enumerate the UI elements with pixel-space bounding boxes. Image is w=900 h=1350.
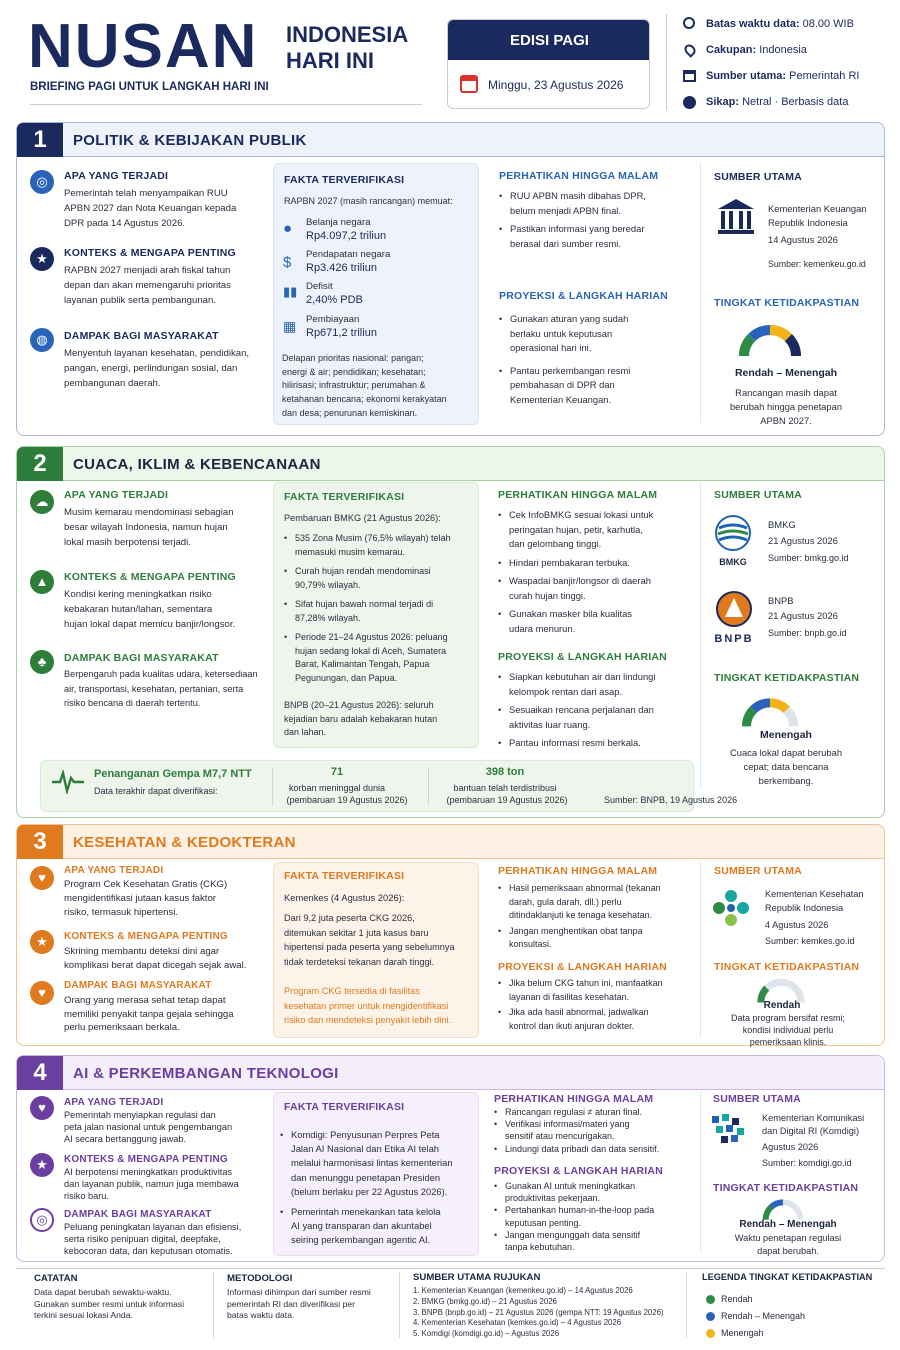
source-name: Kementerian Kesehatan Republik Indonesia — [765, 889, 864, 913]
facts-heading: FAKTA TERVERIFIKASI — [284, 1101, 405, 1113]
list-item: • RUU APBN masih dibahas DPR, belum menjadi APBN final. — [499, 189, 646, 218]
bank-icon: ▦ — [283, 318, 297, 334]
what-heading: APA YANG TERJADI — [64, 865, 164, 876]
refs-list — [413, 1286, 664, 1340]
list-item: 1. Kementerian Keuangan (kemenkeu.go.id) – 14 Agustus 2026 — [413, 1286, 633, 1295]
section-title: KESEHATAN & KEDOKTERAN — [73, 834, 296, 851]
context-text: RAPBN 2027 menjadi arah fiskal tahun depan dan akan memengaruhi prioritas layanan publik serta pembangunan. — [64, 265, 231, 306]
list-item: • Hasil pemeriksaan abnormal (tekanan darah, gula darah, dll.) perlu ditindaklanjuti ke tenaga kesehatan. — [498, 882, 661, 923]
list-item: • Rancangan regulasi ≠ aturan final. — [494, 1106, 659, 1118]
legend-dot-lowmid — [706, 1312, 715, 1321]
list-item: • Pantau informasi resmi berkala. — [498, 736, 655, 751]
impact-heading: DAMPAK BAGI MASYARAKAT — [64, 330, 219, 342]
what-text: Pemerintah telah menyampaikan RUU APBN 2027 dan Nota Keuangan kepada DPR pada 14 Agustus 2026. — [64, 188, 237, 229]
quake-aid-value: 398 ton — [485, 766, 525, 778]
footer-divider — [213, 1272, 214, 1338]
facts-note: Program CKG tersedia di fasilitas kesehatan primer untuk mengidentifikasi risiko dan mendeteksi penyakit lebih dini. — [284, 986, 451, 1025]
legend-title: LEGENDA TINGKAT KETIDAKPASTIAN — [702, 1272, 873, 1282]
section-title: CUACA, IKLIM & KEBENCANAAN — [73, 456, 321, 473]
watch-heading: PERHATIKAN HINGGA MALAM — [499, 170, 659, 182]
uncertainty-note: Cuaca lokal dapat berubah cepat; data bencana berkembang. — [729, 747, 843, 786]
watch-heading: PERHATIKAN HINGGA MALAM — [498, 865, 658, 877]
brand-logo: NUSAN — [28, 12, 259, 81]
steps-heading: PROYEKSI & LANGKAH HARIAN — [498, 961, 667, 973]
star-icon: ★ — [30, 1153, 54, 1177]
meta-main-source: Sumber utama: Pemerintah RI — [706, 70, 860, 82]
brain-heart-icon: ♥ — [30, 1096, 54, 1120]
quake-source: Sumber: BNPB, 19 Agustus 2026 — [604, 795, 738, 805]
uncertainty-level: Rendah — [763, 1000, 801, 1011]
star-icon: ★ — [30, 247, 54, 271]
target-icon — [683, 96, 696, 109]
facts-note: BNPB (20–21 Agustus 2026): seluruh kejadian baru adalah kebakaran hutan dan lahan. — [284, 700, 438, 737]
source-name: BMKG — [768, 519, 796, 530]
facts-heading: FAKTA TERVERIFIKASI — [284, 491, 405, 503]
context-text: Skrining membantu deteksi dini agar komplikasi berat dapat dicegah sejak awal. — [64, 946, 247, 971]
steps-heading: PROYEKSI & LANGKAH HARIAN — [499, 290, 668, 302]
tagline: BRIEFING PAGI UNTUK LANGKAH HARI INI — [30, 81, 269, 93]
facts-heading: FAKTA TERVERIFIKASI — [284, 174, 405, 186]
list-item: • Jangan mengunggah data sensitif tanpa kebutuhan. — [494, 1229, 654, 1253]
meta-data-cutoff: Batas waktu data: 08.00 WIB — [706, 18, 854, 30]
list-item: • Gunakan aturan yang sudah berlaku untuk keputusan operasional hari ini. — [499, 312, 630, 356]
edition-card — [447, 19, 650, 109]
bar-chart-icon: ▮▮ — [283, 284, 298, 299]
fact-label: Pembiayaan — [306, 314, 360, 325]
what-text: Program Cek Kesehatan Gratis (CKG) mengidentifikasi jutaan kasus faktor risiko, termasuk hipertensi. — [64, 879, 228, 918]
context-heading: KONTEKS & MENGAPA PENTING — [64, 247, 236, 259]
footer-divider — [399, 1272, 400, 1338]
context-text: AI berpotensi meningkatkan produktivitas dan layanan publik, namun juga membawa risiko baru. — [64, 1167, 239, 1201]
quake-divider — [428, 768, 429, 806]
list-item: • Sesuaikan rencana perjalanan dan aktivitas luar ruang. — [498, 703, 655, 732]
list-item: • Waspadai banjir/longsor di daerah curah hujan tinggi. — [498, 574, 653, 603]
list-item: • Jangan menghentikan obat tanpa konsultasi. — [498, 925, 661, 952]
source-date: 21 Agustus 2026 — [768, 610, 838, 621]
quake-deaths-label: korban meninggal dunia — [288, 783, 386, 793]
what-heading: APA YANG TERJADI — [64, 1097, 164, 1108]
what-heading: APA YANG TERJADI — [64, 489, 169, 501]
list-item: • Pantau perkembangan resmi pembahasan di DPR dan Kementerian Keuangan. — [499, 364, 630, 408]
source-vline — [700, 482, 701, 788]
uncertainty-note: Waktu penetapan regulasi dapat berubah. — [734, 1233, 842, 1256]
facts-heading: FAKTA TERVERIFIKASI — [284, 870, 405, 882]
what-text: Pemerintah menyiapkan regulasi dan peta jalan nasional untuk pengembangan AI secara bertanggung jawab. — [64, 1110, 233, 1144]
facts-note: Delapan prioritas nasional: pangan; energi & air; pendidikan; kesehatan; hilirisasi; infrastruktur; perumahan & ketahanan bencana; ekonomi kerakyatan dan desa; penurunan kemiskinan. — [282, 353, 447, 418]
source-site: Sumber: komdigi.go.id — [762, 1158, 852, 1168]
edition-label: EDISI PAGI — [510, 32, 589, 49]
watch-list — [499, 189, 646, 251]
refs-title: SUMBER UTAMA RUJUKAN — [413, 1272, 541, 1283]
list-item: 3. BNPB (bnpb.go.id) – 21 Agustus 2026 (gempa NTT: 19 Agustus 2026) — [413, 1307, 664, 1317]
what-text: Musim kemarau mendominasi sebagian besar wilayah Indonesia, namun hujan lokal masih berpotensi terjadi. — [64, 507, 234, 548]
context-heading: KONTEKS & MENGAPA PENTING — [64, 1154, 228, 1165]
watch-list — [494, 1106, 659, 1155]
uncertainty-level: Rendah – Menengah — [739, 1219, 837, 1230]
source-heading: SUMBER UTAMA — [714, 489, 802, 501]
uncertainty-heading: TINGKAT KETIDAKPASTIAN — [714, 672, 860, 684]
uncertainty-note: Rancangan masih dapat berubah hingga penetapan APBN 2027. — [729, 387, 843, 426]
fact-value: Rp3.426 triliun — [306, 262, 377, 274]
watch-heading: PERHATIKAN HINGGA MALAM — [494, 1093, 654, 1105]
fact-label: Defisit — [306, 281, 333, 292]
footer-divider — [686, 1272, 687, 1338]
list-item: • Pastikan informasi yang beredar berasal dari sumber resmi. — [499, 222, 646, 251]
list-item: • Jika belum CKG tahun ini, manfaatkan layanan di fasilitas kesehatan. — [498, 977, 663, 1004]
method-title: METODOLOGI — [227, 1273, 293, 1284]
source-name: Kementerian Komunikasi dan Digital RI (Komdigi) — [762, 1113, 865, 1136]
komdigi-logo — [710, 1112, 748, 1146]
source-heading: SUMBER UTAMA — [714, 171, 802, 183]
facts-intro: RAPBN 2027 (masih rancangan) memuat: — [284, 196, 453, 206]
context-heading: KONTEKS & MENGAPA PENTING — [64, 571, 236, 583]
uncertainty-heading: TINGKAT KETIDAKPASTIAN — [713, 1182, 859, 1194]
steps-list — [498, 670, 655, 751]
list-item: • Pemerintah menekankan tata kelola AI yang transparan dan akuntabel seiring perkembangan agentic AI. — [280, 1205, 453, 1248]
fact-value: 2,40% PDB — [306, 294, 363, 306]
bmkg-logo: BMKG — [713, 514, 753, 564]
legend-label: Rendah — [721, 1294, 753, 1304]
list-item: • Periode 21–24 Agustus 2026: peluang hujan sedang lokal di Aceh, Sumatera Barat, Kalimantan Tengah, Papua Pegunungan, dan Papua. — [284, 631, 451, 685]
source-date: 21 Agustus 2026 — [768, 535, 838, 546]
list-item: • Sifat hujan bawah normal terjadi di 87,28% wilayah. — [284, 598, 451, 625]
fact-value: Rp671,2 triliun — [306, 327, 377, 339]
list-item: • Pertahankan human-in-the-loop pada keputusan penting. — [494, 1204, 654, 1228]
source-date: Agustus 2026 — [762, 1142, 819, 1152]
location-pin-icon — [682, 42, 698, 58]
source-date: 14 Agustus 2026 — [768, 234, 838, 245]
quake-aid-label: bantuan telah terdistribusi — [453, 783, 557, 793]
source-heading: SUMBER UTAMA — [714, 865, 802, 877]
star-icon: ★ — [30, 930, 54, 954]
source-heading: SUMBER UTAMA — [713, 1093, 801, 1105]
section-title: AI & PERKEMBANGAN TEKNOLOGI — [73, 1065, 339, 1082]
uncertainty-gauge — [738, 318, 802, 360]
fact-value: Rp4.097,2 triliun — [306, 230, 387, 242]
context-heading: KONTEKS & MENGAPA PENTING — [64, 931, 228, 942]
source-date: 4 Agustus 2026 — [765, 920, 829, 930]
calendar-icon — [460, 75, 478, 93]
uncertainty-heading: TINGKAT KETIDAKPASTIAN — [714, 297, 860, 309]
source-site: Sumber: kemkes.go.id — [765, 936, 855, 946]
facts-text: Dari 9,2 juta peserta CKG 2026, ditemukan sekitar 1 juta kasus baru hipertensi pada peserta yang sebelumnya tidak terdeteksi tekanan darah tinggi. — [284, 913, 455, 967]
fact-label: Pendapatan negara — [306, 249, 391, 260]
list-item: • Cek InfoBMKG sesuai lokasi untuk peringatan hujan, petir, karhutla, dan gelombang tinggi. — [498, 508, 653, 552]
list-item: • Gunakan AI untuk meningkatkan produktivitas pekerjaan. — [494, 1180, 654, 1204]
watch-list — [498, 882, 661, 952]
globe-search-icon: ◎ — [30, 170, 54, 194]
section-number: 2 — [17, 447, 63, 481]
list-item: • Jika ada hasil abnormal, jadwalkan kontrol dan ikuti anjuran dokter. — [498, 1006, 663, 1033]
warning-icon: ▲ — [30, 570, 54, 594]
leaf-icon: ♣ — [30, 650, 54, 674]
list-item: 2. BMKG (bmkg.go.id) – 21 Agustus 2026 — [413, 1296, 557, 1306]
facts-intro: Pembaruan BMKG (21 Agustus 2026): — [284, 513, 441, 523]
heartbeat-icon — [52, 770, 84, 794]
watch-heading: PERHATIKAN HINGGA MALAM — [498, 489, 658, 501]
meta-coverage: Cakupan: Indonesia — [706, 44, 807, 56]
clock-icon — [683, 17, 695, 29]
impact-text: Menyentuh layanan kesehatan, pendidikan, pangan, energi, perlindungan sosial, dan pembangunan daerah. — [64, 348, 250, 389]
impact-heading: DAMPAK BAGI MASYARAKAT — [64, 980, 212, 991]
list-item: • Gunakan masker bila kualitas udara menurun. — [498, 607, 653, 636]
uncertainty-level: Menengah — [760, 729, 812, 741]
source-name: Kementerian Keuangan Republik Indonesia — [768, 203, 867, 228]
impact-heading: DAMPAK BAGI MASYARAKAT — [64, 652, 219, 664]
quake-aid-date: (pembaruan 19 Agustus 2026) — [446, 795, 568, 805]
heart-pulse-icon: ♥ — [30, 866, 54, 890]
legend-label: Menengah — [721, 1328, 764, 1338]
section-number: 3 — [17, 825, 63, 859]
coins-icon: ● — [283, 220, 293, 237]
header-divider — [30, 104, 422, 105]
fact-label: Belanja negara — [306, 217, 371, 228]
list-item: • 535 Zona Musim (76,5% wilayah) telah memasuki musim kemarau. — [284, 532, 451, 559]
source-name: BNPB — [768, 595, 794, 606]
uncertainty-heading: TINGKAT KETIDAKPASTIAN — [714, 961, 860, 973]
list-item: 5. Komdigi (komdigi.go.id) – Agustus 2026 — [413, 1329, 560, 1339]
legend-dot-low — [706, 1295, 715, 1304]
watch-list — [498, 508, 653, 636]
legend-label: Rendah – Menengah — [721, 1311, 806, 1321]
list-item: • Komdigi: Penyusunan Perpres Peta Jalan AI Nasional dan Etika AI telah melalui harmonisasi lintas kementerian dan menunggu penetapan Presiden (belum berlaku per 22 Agustus 2026). — [280, 1128, 453, 1199]
brand-line-1: INDONESIA — [286, 22, 409, 47]
uncertainty-level: Rendah – Menengah — [734, 367, 838, 379]
quake-sub: Data terakhir dapat diverifikasi: — [94, 786, 218, 796]
list-item: • Curah hujan rendah mendominasi 90,79% wilayah. — [284, 565, 451, 592]
list-item: 4. Kementerian Kesehatan (kemkes.go.id) – 4 Agustus 2026 — [413, 1318, 622, 1328]
header-vline — [666, 14, 667, 110]
source-site: Sumber: bnpb.go.id — [768, 628, 847, 638]
bnpb-logo: BNPB — [711, 590, 757, 642]
method-text: Informasi dihimpun dari sumber resmi pemerintah RI dan diverifikasi per batas waktu data. — [227, 1287, 371, 1320]
steps-list — [499, 312, 630, 407]
impact-text: Peluang peningkatan layanan dan efisiensi, serta risiko penipuan digital, deepfake, kebocoran data, dan keputusan otomatis. — [64, 1222, 242, 1256]
notes-text: Data dapat berubah sewaktu-waktu. Gunakan sumber resmi untuk informasi terkini sesuai lokasi Anda. — [34, 1287, 184, 1320]
uncertainty-gauge — [755, 1197, 811, 1221]
steps-heading: PROYEKSI & LANGKAH HARIAN — [494, 1165, 663, 1177]
building-icon — [683, 70, 696, 82]
source-site: Sumber: kemenkeu.go.id — [768, 259, 866, 269]
facts-list — [284, 532, 451, 685]
brand-line-2: HARI INI — [286, 48, 374, 73]
steps-heading: PROYEKSI & LANGKAH HARIAN — [498, 651, 667, 663]
source-vline — [700, 163, 701, 423]
impact-heading: DAMPAK BAGI MASYARAKAT — [64, 1209, 212, 1220]
cloud-rain-icon: ☁ — [30, 490, 54, 514]
legend-dot-mid — [706, 1329, 715, 1338]
quake-title: Penanganan Gempa M7,7 NTT — [94, 768, 252, 780]
list-item: • Lindungi data pribadi dan data sensitif. — [494, 1143, 659, 1155]
quake-deaths-value: 71 — [330, 766, 344, 778]
meta-stance: Sikap: Netral · Berbasis data — [706, 96, 849, 108]
money-bag-icon: $ — [283, 254, 292, 271]
context-text: Kondisi kering meningkatkan risiko kebakaran hutan/lahan, sementara hujan lokal dapat memicu banjir/longsor. — [64, 589, 236, 630]
section-title: POLITIK & KEBIJAKAN PUBLIK — [73, 132, 307, 149]
source-site: Sumber: bmkg.go.id — [768, 553, 849, 563]
target-icon: ◎ — [30, 1208, 54, 1232]
heart-hand-icon: ♥ — [30, 981, 54, 1005]
list-item: • Siapkan kebutuhan air dan lindungi kelompok rentan dari asap. — [498, 670, 655, 699]
ministry-building-icon — [716, 197, 756, 237]
notes-title: CATATAN — [34, 1273, 78, 1284]
quake-deaths-date: (pembaruan 19 Agustus 2026) — [286, 795, 408, 805]
section-number: 1 — [17, 123, 63, 157]
list-item: • Verifikasi informasi/materi yang sensitif atau mencurigakan. — [494, 1118, 659, 1142]
facts-list — [280, 1128, 453, 1248]
section-number: 4 — [17, 1056, 63, 1090]
impact-text: Berpengaruh pada kualitas udara, ketersediaan air, transportasi, kesehatan, pertanian, serta risiko bencana di daerah tertentu. — [64, 669, 258, 708]
what-heading: APA YANG TERJADI — [64, 170, 169, 182]
facts-intro: Kemenkes (4 Agustus 2026): — [284, 892, 405, 903]
edition-date: Minggu, 23 Agustus 2026 — [488, 78, 624, 92]
kemenkes-logo — [711, 888, 751, 928]
globe-icon: ◍ — [30, 328, 54, 352]
steps-list — [498, 977, 663, 1033]
impact-text: Orang yang merasa sehat tetap dapat memiliki penyakit tanpa gejala sehingga perlu pemeriksaan berkala. — [64, 995, 234, 1033]
uncertainty-gauge — [738, 692, 802, 730]
uncertainty-note: Data program bersifat resmi; kondisi individual perlu pemeriksaan klinis. — [730, 1013, 846, 1047]
steps-list — [494, 1180, 654, 1253]
list-item: • Hindari pembakaran terbuka. — [498, 556, 653, 571]
